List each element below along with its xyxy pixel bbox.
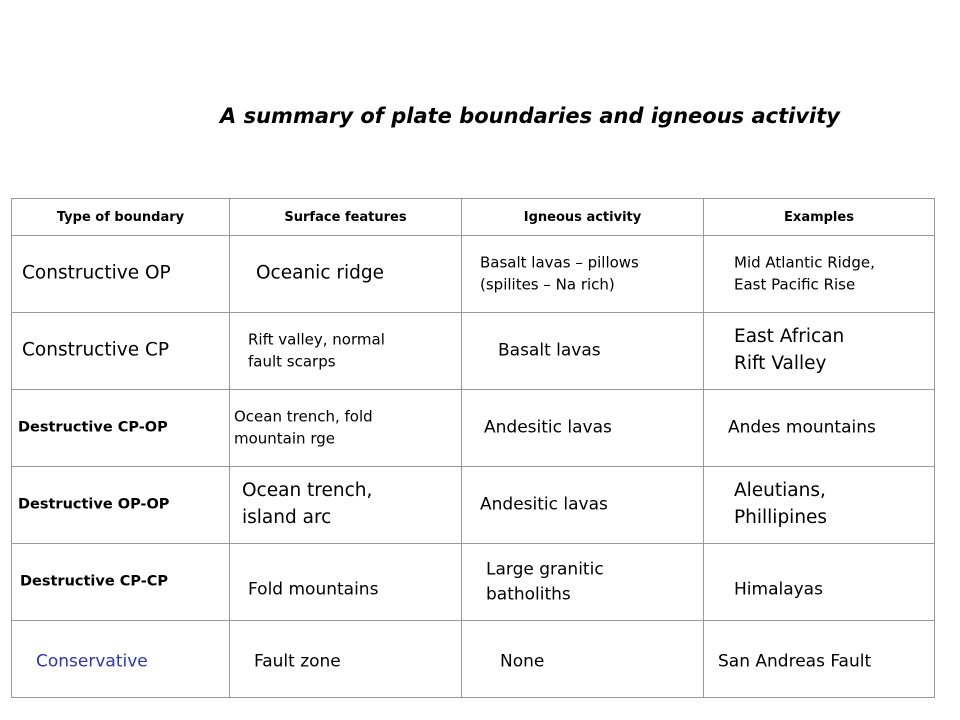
boundary-type: Constructive OP [22,262,171,284]
example-line: Himalayas [734,579,823,600]
igneous-line: Andesitic lavas [484,417,612,438]
surface-line: Oceanic ridge [256,262,384,284]
cell-examples [704,313,935,390]
cell-type [12,467,230,544]
surface-line: Ocean trench, fold [234,407,373,426]
table-row [12,621,935,698]
header-surface-features: Surface features [230,199,462,236]
surface-line: Fold mountains [248,579,379,600]
header-type-of-boundary: Type of boundary [12,199,230,236]
example-line: Phillipines [734,507,828,528]
summary-table [11,198,935,698]
boundary-type: Destructive OP-OP [18,496,170,513]
cell-type [12,236,230,313]
examples [718,650,871,675]
surface-features [248,577,378,602]
igneous-line: batholiths [486,584,571,604]
cell-surface [230,621,462,698]
cell-surface [230,313,462,390]
surface-features [242,478,372,532]
cell-examples [704,467,935,544]
cell-surface [230,467,462,544]
example-line: Andes mountains [728,417,876,438]
surface-line: Fault zone [254,651,341,672]
surface-line: Ocean trench, [242,480,373,502]
cell-surface [230,544,462,621]
table-header-row [12,199,935,236]
igneous-line: None [500,651,545,672]
surface-line: fault scarps [248,352,336,370]
igneous-activity [486,557,604,606]
cell-igneous [462,544,704,621]
examples [734,478,827,532]
examples [734,252,875,296]
boundary-type: Destructive CP-CP [20,573,169,590]
igneous-activity [480,493,608,518]
examples [728,416,876,441]
igneous-line: Basalt lavas – pillows [480,253,639,272]
boundary-type: Constructive CP [22,339,170,361]
cell-examples [704,544,935,621]
cell-igneous [462,236,704,313]
igneous-activity [480,252,639,296]
igneous-line: Andesitic lavas [480,494,608,515]
example-line: Mid Atlantic Ridge, [734,253,875,272]
surface-features [234,406,373,450]
table-row [12,390,935,467]
table-row [12,313,935,390]
cell-igneous [462,313,704,390]
igneous-activity [500,650,544,675]
cell-surface [230,390,462,467]
cell-examples [704,236,935,313]
example-line: East African [734,326,845,348]
surface-features [248,329,385,373]
examples [734,324,844,378]
surface-line: mountain rge [234,429,335,447]
table-row [12,467,935,544]
igneous-activity [484,416,612,441]
page-title: A summary of plate boundaries and igneous activity [220,104,840,128]
example-line: Rift Valley [734,353,827,374]
example-line: Aleutians, [734,480,826,502]
igneous-line: Basalt lavas [498,340,601,361]
cell-igneous [462,390,704,467]
boundary-type: Destructive CP-OP [18,419,168,436]
boundary-type: Conservative [36,651,148,672]
cell-igneous [462,621,704,698]
example-line: East Pacific Rise [734,275,856,293]
surface-line: island arc [242,507,332,528]
cell-type [12,544,230,621]
cell-examples [704,621,935,698]
surface-features [256,261,384,288]
surface-line: Rift valley, normal [248,330,385,349]
surface-features [254,650,341,675]
header-igneous-activity: Igneous activity [462,199,704,236]
cell-surface [230,236,462,313]
examples [734,577,823,602]
igneous-line: Large granitic [486,559,604,580]
example-line: San Andreas Fault [718,651,872,672]
cell-igneous [462,467,704,544]
igneous-activity [498,339,601,364]
cell-type [12,313,230,390]
table-row [12,236,935,313]
header-examples: Examples [704,199,935,236]
cell-type [12,390,230,467]
cell-type [12,621,230,698]
cell-examples [704,390,935,467]
igneous-line: (spilites – Na rich) [480,275,615,293]
table-row [12,544,935,621]
